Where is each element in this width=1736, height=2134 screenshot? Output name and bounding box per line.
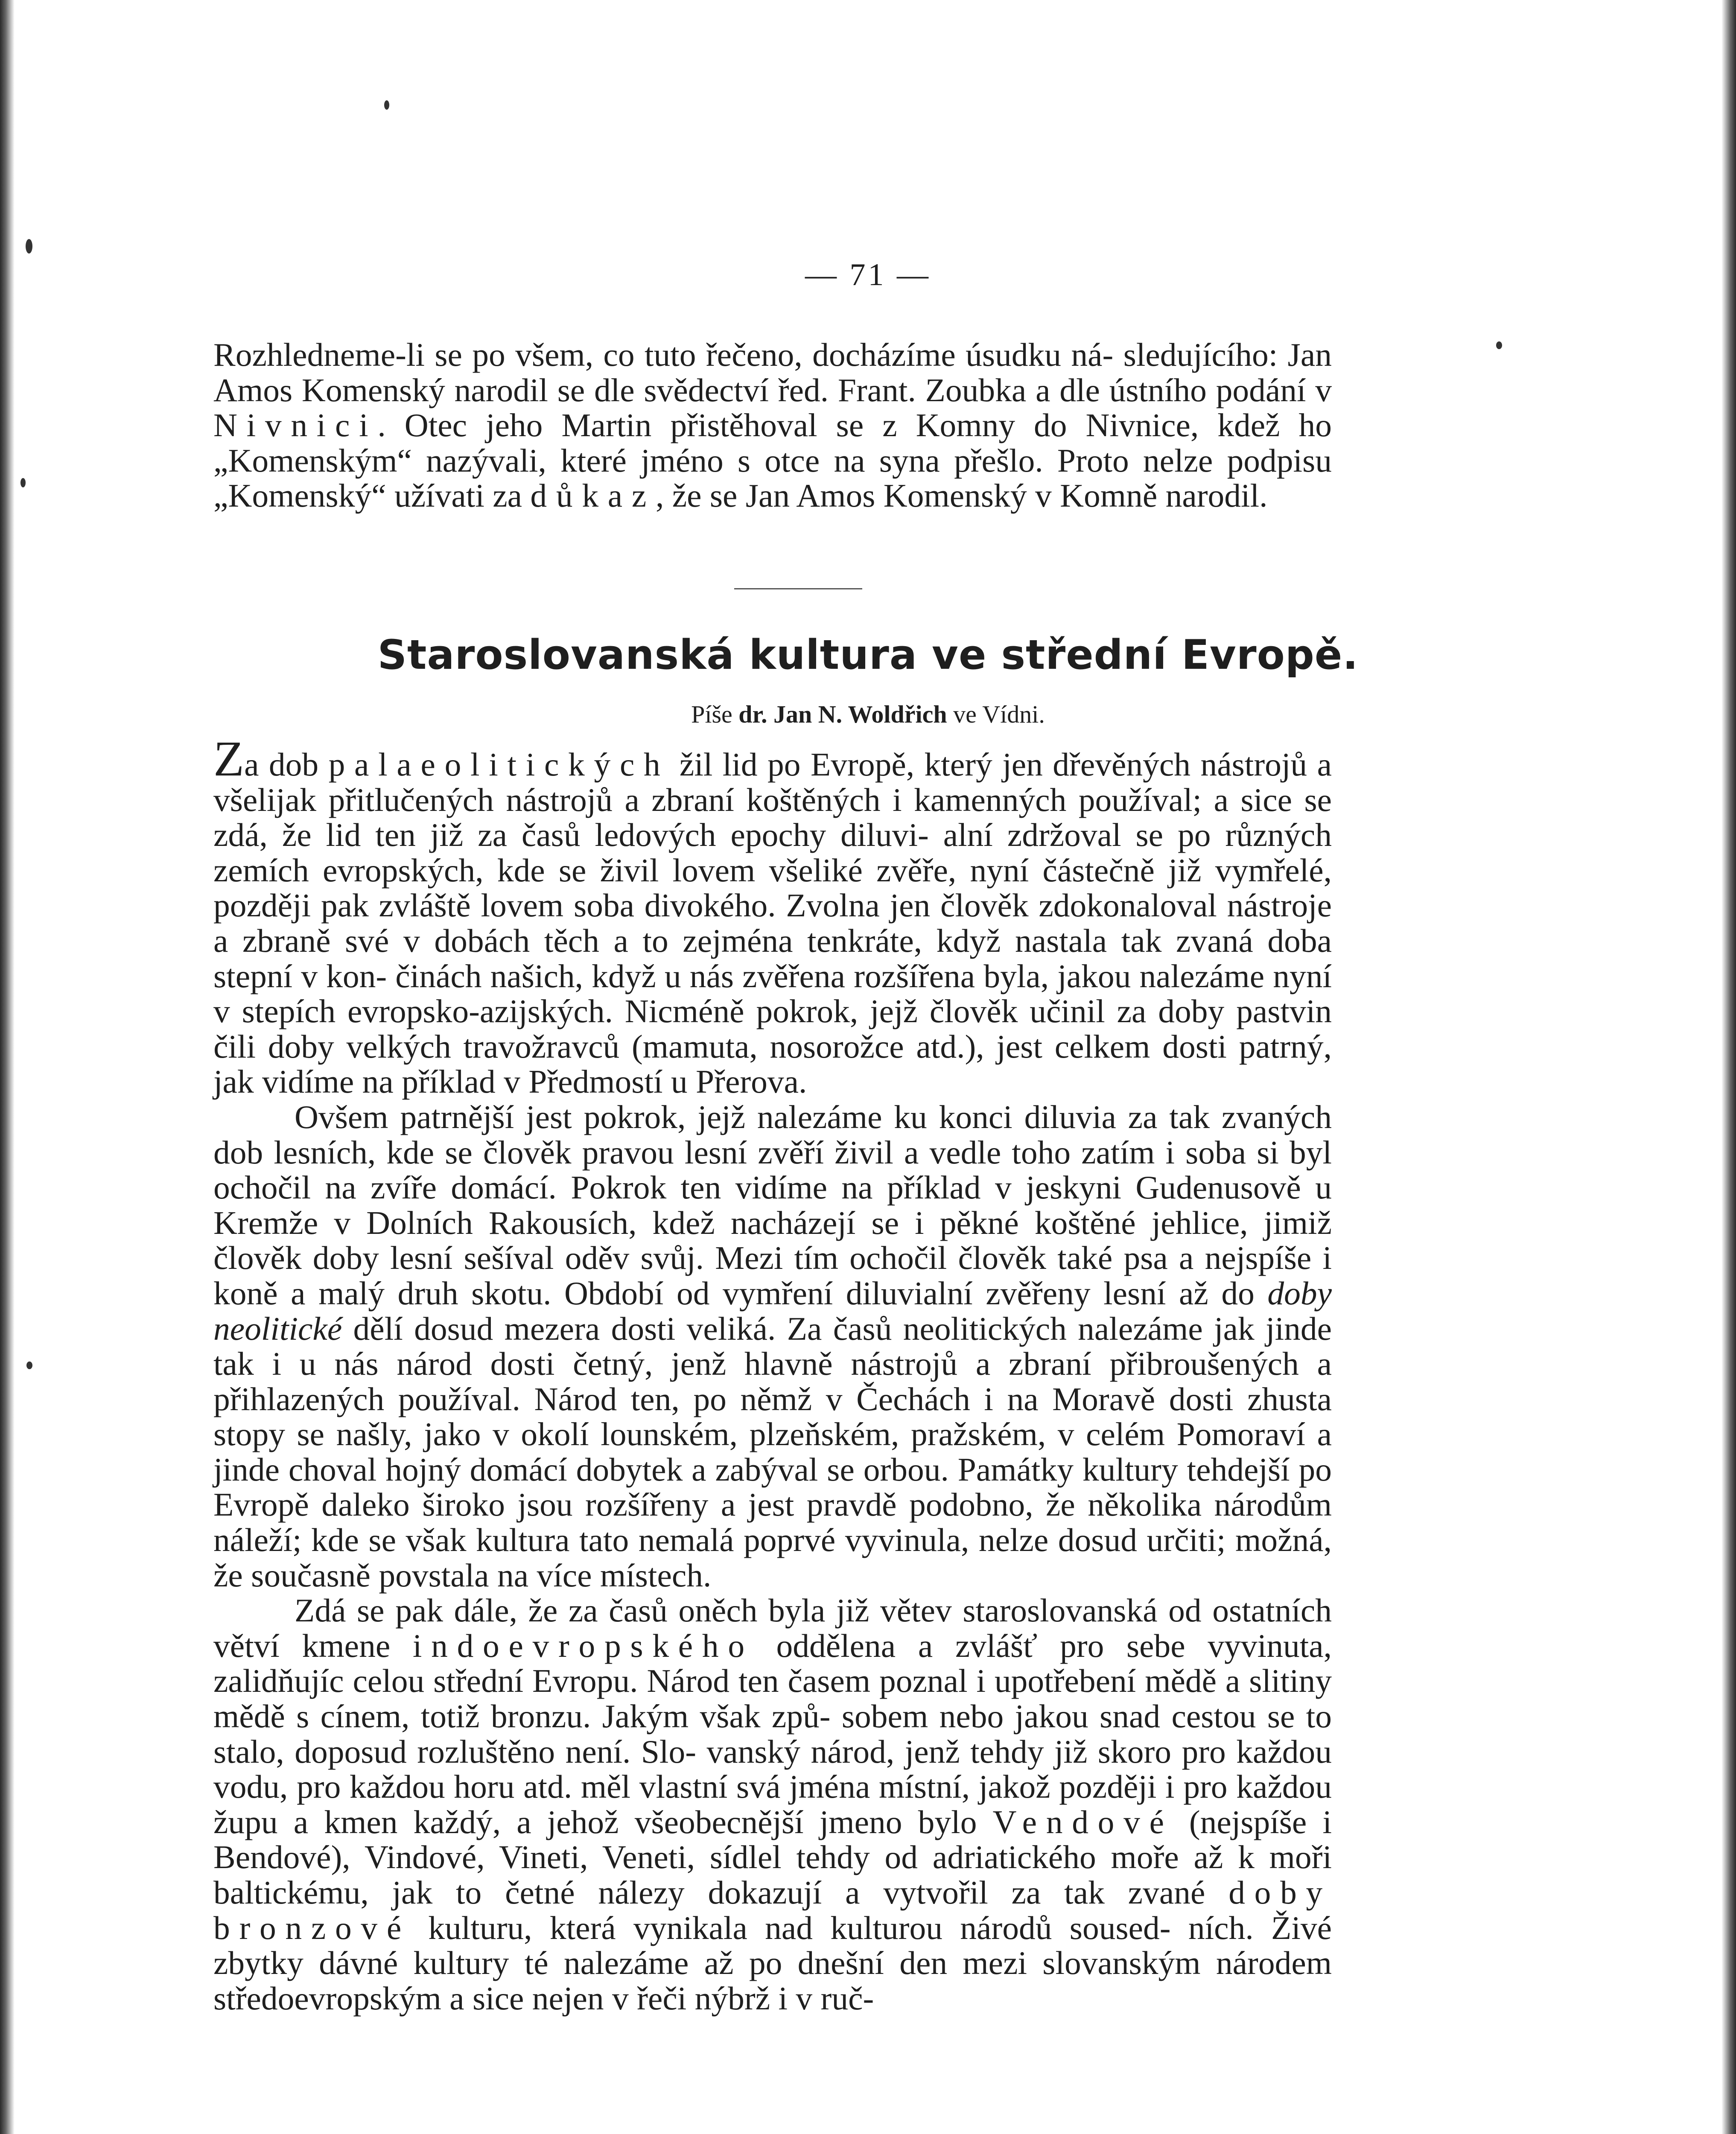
text-run: oddělena a zvlášť pro sebe [753, 1627, 1185, 1664]
text-run: a jest pravdě podobno, že několika národům náleží; kde se však kultura [213, 1486, 1332, 1559]
intro-text [213, 337, 1332, 513]
text-run: k moři baltickému, jak to četné nálezy dokazují a vytvořil za tak zvané [213, 1839, 1332, 1911]
scan-edge-right [1721, 0, 1736, 2134]
scan-edge-left [0, 0, 15, 2134]
text-run: všeliké zvěře, nyní částečně již vymřelé, později pak zvláště lovem soba [213, 851, 1332, 924]
article-title: Staroslovanská kultura ve střední Evropě. [377, 632, 1359, 679]
article-body [213, 731, 1332, 2017]
text-run: nástrojů a všelijak přitlučených nástrojů a zbraní koštěných i kamenných [213, 746, 1332, 818]
text-run: Zoubka a dle ústního podání v [925, 371, 1332, 408]
text-run: vanský národ, jenž tehdy již skoro pro každou vodu, pro každou horu [213, 1733, 1332, 1805]
text-run: sledujícího: Jan Amos Komenský narodil se dle svědectví řed. Frant. [213, 336, 1332, 408]
text-run: se z Komny do Nivnice, kdež ho „Komenským“ nazývali, které jméno s [213, 407, 1332, 479]
text-run: indoevropského [412, 1627, 754, 1664]
text-run: kulturu, která vynikala nad kulturou národů soused- [410, 1909, 1171, 1946]
text-run: žil lid po Evropě, který jen dřevěných [669, 746, 1191, 783]
scan-speck [1496, 341, 1502, 349]
text-run: používal; a sice se zdá, že lid ten již za časů ledových epochy diluvi- [213, 781, 1332, 854]
body-paragraph [213, 1593, 1332, 2016]
text-run: Z [213, 731, 245, 787]
page-number: — 71 — [805, 257, 931, 292]
text-run: atd. měl vlastní svá jména místní, jakož později i pro každou župu a [213, 1768, 1332, 1840]
text-run: zatím i soba si byl ochočil na zvíře domácí. Pokrok ten vidíme na příklad [213, 1134, 1332, 1206]
text-run: Ovšem patrnější jest pokrok, jejž nalezáme ku konci diluvia za tak [295, 1098, 1210, 1135]
article-byline [0, 700, 1736, 729]
scan-speck [26, 239, 32, 254]
text-run: a dob [244, 746, 329, 783]
scan-speck [384, 100, 389, 110]
text-run: doby neolitické [213, 1274, 1332, 1347]
text-run: Zdá se pak dále, že za časů oněch byla již větev staroslovanská [295, 1592, 1158, 1629]
text-run: vyvinuta, zalidňujíc celou střední Evropu. Národ ten časem poznal i [213, 1627, 1332, 1700]
byline-author: dr. Jan N. Woldřich [738, 700, 947, 728]
text-run: orbou. Památky kultury tehdejší po Evropě daleko široko jsou rozšířeny [213, 1451, 1332, 1523]
text-run: důkaz [530, 477, 656, 514]
scan-speck [26, 1361, 32, 1369]
text-run: činách našich, když u nás zvěřena rozšířena byla, jakou nalezáme nyní v [213, 957, 1332, 1030]
text-run: (nejspíše i [1173, 1803, 1332, 1840]
text-run: Vendové [992, 1803, 1173, 1840]
text-run: palaeolitických [328, 746, 670, 783]
text-run: Bendové), Vindové, Vineti, Veneti, sídlel tehdy od adriatického moře až [213, 1839, 1223, 1876]
text-run: v celém Pomoraví a jinde choval hojný domácí dobytek a zabýval se [213, 1416, 1332, 1488]
text-run: doby bronzové [213, 1874, 1332, 1946]
text-run: upotřebení mědě a slitiny mědě s cínem, totiž bronzu. Jakým však způ- [213, 1662, 1332, 1735]
text-run: Nivnici [213, 407, 378, 444]
text-run: stepích evropsko-azijských. Nicméně pokrok, jejž člověk učinil za doby [242, 993, 1225, 1030]
text-run: se i pěkné koštěné jehlice, jimiž člověk doby lesní sešíval oděv svůj. [213, 1204, 1332, 1277]
text-run: ních. Živé zbytky dávné kultury té nalezáme až po dnešní den mezi [213, 1909, 1332, 1982]
text-run: od ostatních větví kmene [213, 1592, 1332, 1664]
body-paragraph [213, 1099, 1332, 1593]
text-run: Rozhledneme-li se po všem, co tuto řečeno, docházíme úsudku ná- [213, 336, 1114, 373]
text-run: Mezi tím ochočil člověk také psa a nejspíše i koně a malý druh skotu. [213, 1239, 1332, 1312]
text-run: dosti zhusta stopy se našly, jako v okolí lounském, plzeňském, pražském, [213, 1380, 1332, 1453]
text-run: kmen každý, a jehož všeobecnější jmeno bylo [324, 1803, 993, 1840]
text-run: v jeskyni Gudenusově u Kremže v Dolních Rakousích, kdež nacházejí [213, 1169, 1332, 1241]
text-run: alní zdržoval se po různých zemích evropských, kde se živil lovem [213, 816, 1332, 889]
text-run: , [655, 477, 664, 514]
text-run: . Otec jeho Martin přistěhoval [377, 407, 817, 444]
text-run: že se Jan Amos Komenský v Komně narodil. [672, 477, 1268, 514]
text-run: divokého. Zvolna jen člověk zdokonaloval nástroje a zbraně své v dobách [213, 887, 1332, 959]
scan-speck [20, 478, 26, 487]
byline-suffix: ve Vídni. [953, 700, 1045, 728]
text-run: povstala na více místech. [379, 1557, 712, 1594]
intro-paragraph [213, 337, 1332, 513]
text-run: těch a to zejména tenkráte, když nastala tak zvaná doba stepní v kon- [213, 922, 1332, 994]
section-divider [734, 588, 862, 589]
text-run: sobem nebo jakou snad cestou se to stalo, doposud rozluštěno není. Slo- [213, 1698, 1332, 1770]
text-run: Období od vymření diluvialní zvěřeny lesní až do [564, 1274, 1268, 1312]
text-run: slovanským národem středoevropským a sice nejen v řeči nýbrž i v ruč- [213, 1945, 1332, 2017]
text-run: a přihlazených používal. Národ ten, po němž v Čechách i na Moravě [213, 1345, 1332, 1417]
text-run: tato nemalá poprvé vyvinula, nelze dosud určiti; možná, že současně [213, 1522, 1332, 1594]
text-run: dosti patrný, jak vidíme na příklad v Předmostí u Přerova. [213, 1028, 1332, 1100]
text-run: otce na syna přešlo. Proto nelze podpisu „Komenský“ užívati za [213, 442, 1332, 514]
text-run: zvaných dob lesních, kde se člověk pravou lesní zvěří živil a vedle toho [213, 1098, 1332, 1171]
text-run: dělí [342, 1310, 403, 1347]
byline-prefix: Píše [691, 700, 732, 728]
text-run: pastvin čili doby velkých travožravců (mamuta, nosorožce atd.), jest celkem [213, 993, 1332, 1065]
body-paragraph [213, 731, 1332, 1100]
text-run: i u nás národ dosti četný, jenž hlavně nástrojů a zbraní přibroušených [272, 1345, 1299, 1382]
text-run: dosud mezera dosti veliká. Za časů neolitických nalezáme jak jinde tak [213, 1310, 1332, 1382]
